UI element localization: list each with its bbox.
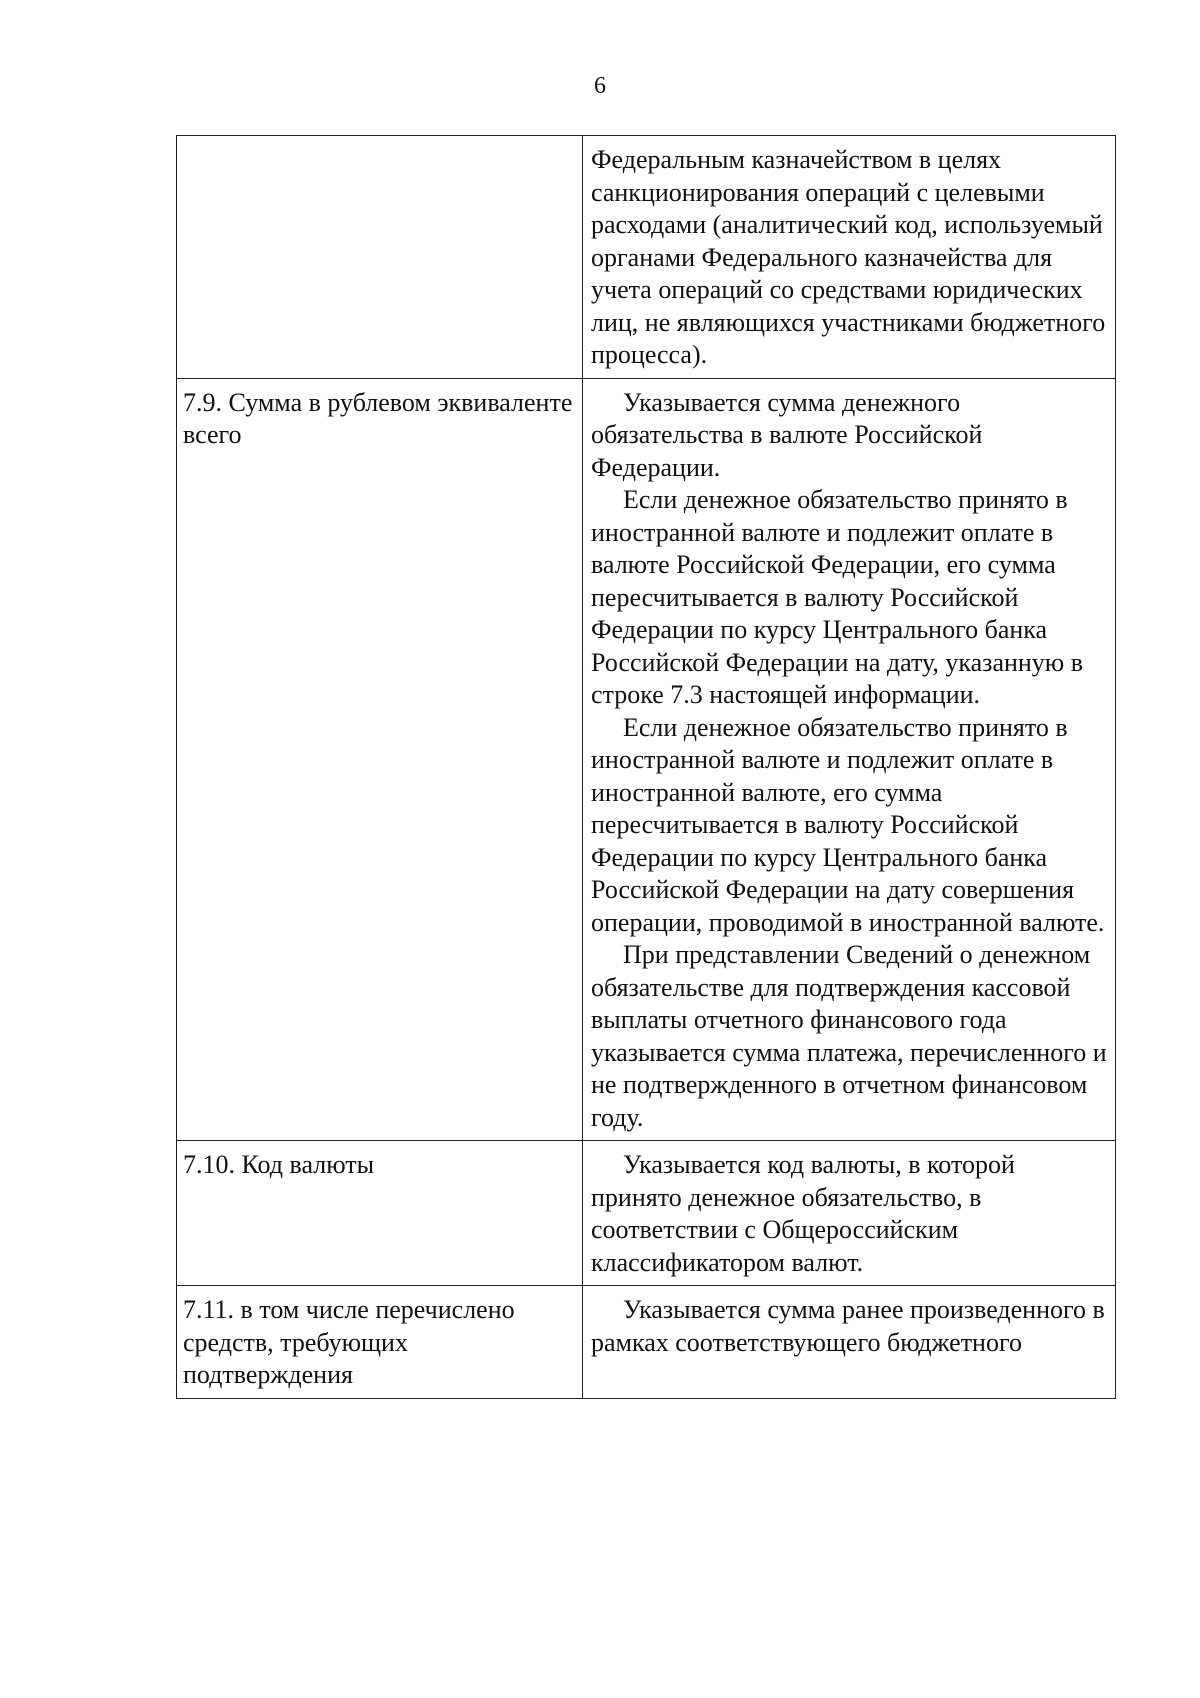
row-description-cell [583, 1141, 1116, 1286]
description-paragraph: Федеральным казначейством в целях санкционирования операций с целевыми расходами (аналитический код, используемый органами Федерального казначейства для учета операций со средствами юридических лиц, не являющихся участниками бюджетного процесса). [591, 145, 1106, 369]
table-row [177, 1286, 1116, 1399]
description-paragraph: Указывается сумма денежного обязательства в валюте Российской Федерации. [591, 387, 983, 482]
row-description-cell [583, 378, 1116, 1141]
row-label-cell: 7.11. в том числе перечислено средств, требующих подтверждения [177, 1286, 583, 1399]
row-label-cell: 7.9. Сумма в рублевом эквиваленте всего [177, 378, 583, 1141]
row-description-cell [583, 136, 1116, 379]
table-row [177, 136, 1116, 379]
description-paragraph: Указывается код валюты, в которой принято денежное обязательство, в соответствии с Общероссийским классификатором валют. [591, 1150, 1015, 1277]
row-label-cell: 7.10. Код валюты [177, 1141, 583, 1286]
document-table [176, 135, 1116, 1399]
table-row [177, 1141, 1116, 1286]
description-paragraph: Указывается сумма ранее произведенного в рамках соответствующего бюджетного [591, 1295, 1105, 1357]
row-description-cell [583, 1286, 1116, 1399]
page-number: 6 [594, 73, 606, 99]
description-paragraph: Если денежное обязательство принято в иностранной валюте и подлежит оплате в валюте Российской Федерации, его сумма пересчитывается в валюту Российской Федерации по курсу Центрального банка Российской Федерации на дату, указанную в строке 7.3 настоящей информации. [591, 485, 1084, 709]
row-label-cell [177, 136, 583, 379]
table-row [177, 378, 1116, 1141]
description-paragraph: Если денежное обязательство принято в иностранной валюте и подлежит оплате в иностранной валюте, его сумма пересчитывается в валюту Российской Федерации по курсу Центрального банка Российской Федерации на дату совершения операции, проводимой в иностранной валюте. [591, 712, 1105, 937]
description-paragraph: При представлении Сведений о денежном обязательстве для подтверждения кассовой выплаты отчетного финансового года указывается сумма платежа, перечисленного и не подтвержденного в отчетном финансовом году. [591, 940, 1107, 1132]
